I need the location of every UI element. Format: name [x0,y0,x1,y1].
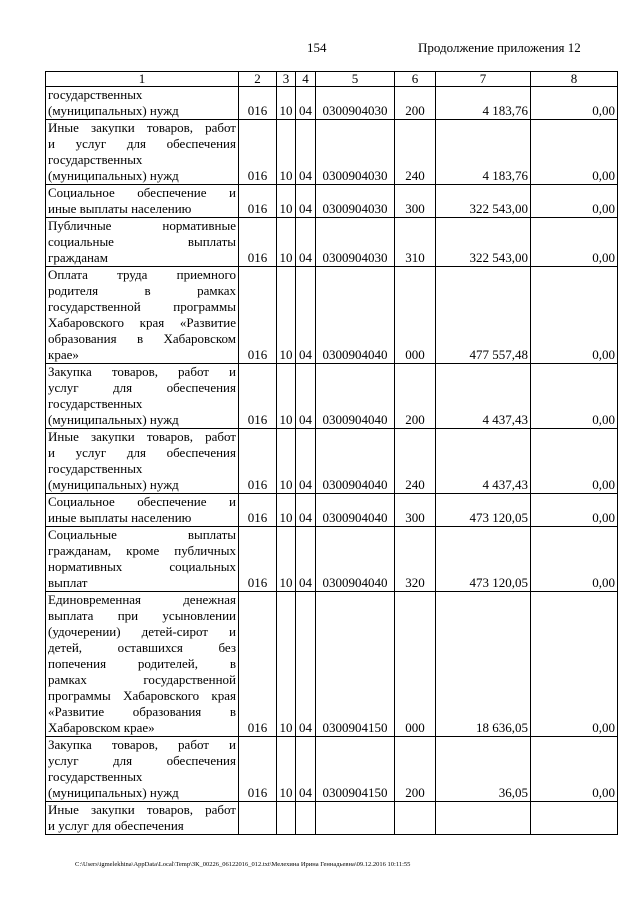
expense-type-cell: 200 [395,87,436,120]
table-row [46,87,618,120]
expense-name-line: Иные закупки товаров, работ [48,802,236,817]
expense-name-cell [46,120,239,185]
ministry-code-cell: 016 [239,737,277,802]
ministry-code-cell: 016 [239,218,277,267]
section-code-cell: 10 [277,737,296,802]
table-row [46,429,618,494]
ministry-code-cell [239,802,277,835]
expense-type-cell [395,802,436,835]
expense-name-line: Закупка товаров, работ и [48,737,236,752]
expense-name-line: Единовременная денежная [48,592,236,607]
target-article-cell: 0300904040 [316,494,395,527]
subsection-code-cell: 04 [296,592,316,737]
expense-name-line: государственной программы [48,299,236,314]
expense-name-line: государственных [48,87,143,102]
expense-name-cell [46,494,239,527]
section-code-cell: 10 [277,87,296,120]
expense-type-cell: 310 [395,218,436,267]
amount-cell: 36,05 [436,737,531,802]
table-row [46,494,618,527]
amount-federal-cell: 0,00 [531,120,618,185]
amount-federal-cell: 0,00 [531,527,618,592]
expense-name-line: гражданам [48,250,108,265]
expense-name-line: крае» [48,347,79,362]
amount-cell: 322 543,00 [436,185,531,218]
section-code-cell: 10 [277,592,296,737]
expense-name-line: детей, оставшихся без [48,640,236,655]
table-row [46,120,618,185]
section-code-cell: 10 [277,267,296,364]
expense-name-line: и услуг для обеспечения [48,136,236,151]
budget-table [45,71,618,835]
expense-name-line: и услуг для обеспечения [48,445,236,460]
section-code-cell: 10 [277,120,296,185]
expense-name-line: Закупка товаров, работ и [48,364,236,379]
amount-federal-cell: 0,00 [531,592,618,737]
page-number: 154 [307,40,327,55]
expense-name-line: государственных [48,769,143,784]
file-path-footer: C:\Users\igmelekhina\AppData\Local\Temp\ЗК_00226_06122016_012.txt\Мелехина Ирина Геннадьевна\09.12.2016 10:11:55 [75,861,411,868]
section-code-cell: 10 [277,429,296,494]
target-article-cell: 0300904150 [316,737,395,802]
amount-federal-cell: 0,00 [531,429,618,494]
target-article-cell: 0300904040 [316,527,395,592]
table-row [46,527,618,592]
expense-name-line: (удочерении) детей-сирот и [48,624,236,639]
expense-name-line: Публичные нормативные [48,218,236,233]
ministry-code-cell: 016 [239,267,277,364]
section-code-cell: 10 [277,494,296,527]
subsection-code-cell: 04 [296,120,316,185]
ministry-code-cell: 016 [239,429,277,494]
expense-type-cell: 200 [395,364,436,429]
expense-name-line: Хабаровском крае» [48,720,155,735]
expense-name-line: (муниципальных) нужд [48,412,179,427]
expense-name-line: (муниципальных) нужд [48,168,179,183]
expense-name-line: государственных [48,152,143,167]
ministry-code-cell: 016 [239,527,277,592]
expense-name-line: нормативных социальных [48,559,236,574]
subsection-code-cell: 04 [296,267,316,364]
amount-federal-cell: 0,00 [531,218,618,267]
target-article-cell [316,802,395,835]
subsection-code-cell: 04 [296,429,316,494]
target-article-cell: 0300904040 [316,267,395,364]
subsection-code-cell: 04 [296,527,316,592]
section-code-cell: 10 [277,185,296,218]
table-row [46,364,618,429]
expense-type-cell: 000 [395,592,436,737]
column-header: 4 [296,72,316,87]
table-body [46,87,618,835]
expense-name-line: и услуг для обеспечения [48,818,184,833]
column-header: 5 [316,72,395,87]
expense-name-cell [46,802,239,835]
expense-type-cell: 320 [395,527,436,592]
table-header-row [46,72,618,87]
expense-name-line: родителя в рамках [48,283,236,298]
subsection-code-cell: 04 [296,364,316,429]
expense-name-line: Социальные выплаты [48,527,236,542]
table-row [46,185,618,218]
amount-federal-cell: 0,00 [531,494,618,527]
subsection-code-cell: 04 [296,185,316,218]
amount-cell: 4 437,43 [436,364,531,429]
expense-name-line: выплата при усыновлении [48,608,236,623]
expense-name-cell [46,87,239,120]
target-article-cell: 0300904030 [316,87,395,120]
expense-name-line: рамках государственной [48,672,236,687]
expense-name-cell [46,218,239,267]
expense-name-line: государственных [48,461,143,476]
amount-federal-cell: 0,00 [531,185,618,218]
expense-name-line: (муниципальных) нужд [48,103,179,118]
amount-cell: 477 557,48 [436,267,531,364]
table-row [46,267,618,364]
amount-cell [436,802,531,835]
amount-federal-cell: 0,00 [531,737,618,802]
amount-cell: 18 636,05 [436,592,531,737]
subsection-code-cell [296,802,316,835]
expense-name-cell [46,737,239,802]
column-header: 8 [531,72,618,87]
expense-name-cell [46,429,239,494]
subsection-code-cell: 04 [296,737,316,802]
expense-name-line: иные выплаты населению [48,201,192,216]
expense-name-line: Социальное обеспечение и [48,494,236,509]
expense-name-line: (муниципальных) нужд [48,785,179,800]
subsection-code-cell: 04 [296,218,316,267]
section-code-cell: 10 [277,527,296,592]
subsection-code-cell: 04 [296,87,316,120]
ministry-code-cell: 016 [239,364,277,429]
ministry-code-cell: 016 [239,87,277,120]
expense-name-line: гражданам, кроме публичных [48,543,236,558]
expense-name-cell [46,364,239,429]
expense-type-cell: 240 [395,429,436,494]
section-code-cell: 10 [277,218,296,267]
expense-name-line: услуг для обеспечения [48,380,236,395]
expense-name-cell [46,185,239,218]
expense-name-line: Социальное обеспечение и [48,185,236,200]
table-row [46,218,618,267]
target-article-cell: 0300904040 [316,364,395,429]
column-header: 1 [46,72,239,87]
expense-name-line: попечения родителей, в [48,656,236,671]
table-row [46,592,618,737]
ministry-code-cell: 016 [239,592,277,737]
expense-name-line: «Развитие образования в [48,704,236,719]
expense-type-cell: 200 [395,737,436,802]
expense-name-line: государственных [48,396,143,411]
expense-type-cell: 000 [395,267,436,364]
expense-name-line: Иные закупки товаров, работ [48,120,236,135]
expense-type-cell: 300 [395,185,436,218]
amount-cell: 4 183,76 [436,87,531,120]
target-article-cell: 0300904040 [316,429,395,494]
column-header: 7 [436,72,531,87]
ministry-code-cell: 016 [239,185,277,218]
ministry-code-cell: 016 [239,120,277,185]
amount-federal-cell: 0,00 [531,267,618,364]
table-row [46,802,618,835]
amount-cell: 322 543,00 [436,218,531,267]
expense-name-line: Хабаровского края «Развитие [48,315,236,330]
amount-cell: 4 437,43 [436,429,531,494]
amount-federal-cell [531,802,618,835]
expense-name-line: иные выплаты населению [48,510,192,525]
expense-name-cell [46,267,239,364]
expense-name-line: (муниципальных) нужд [48,477,179,492]
amount-federal-cell: 0,00 [531,364,618,429]
subsection-code-cell: 04 [296,494,316,527]
amount-federal-cell: 0,00 [531,87,618,120]
expense-name-line: программы Хабаровского края [48,688,236,703]
column-header: 6 [395,72,436,87]
amount-cell: 473 120,05 [436,527,531,592]
expense-type-cell: 300 [395,494,436,527]
table-row [46,737,618,802]
section-code-cell [277,802,296,835]
expense-name-line: образования в Хабаровском [48,331,236,346]
amount-cell: 4 183,76 [436,120,531,185]
ministry-code-cell: 016 [239,494,277,527]
expense-name-cell [46,592,239,737]
target-article-cell: 0300904030 [316,218,395,267]
continuation-caption: Продолжение приложения 12 [418,40,581,55]
target-article-cell: 0300904150 [316,592,395,737]
column-header: 3 [277,72,296,87]
section-code-cell: 10 [277,364,296,429]
expense-name-line: выплат [48,575,88,590]
expense-name-line: социальные выплаты [48,234,236,249]
target-article-cell: 0300904030 [316,120,395,185]
expense-name-cell [46,527,239,592]
target-article-cell: 0300904030 [316,185,395,218]
column-header: 2 [239,72,277,87]
expense-type-cell: 240 [395,120,436,185]
expense-name-line: Оплата труда приемного [48,267,236,282]
expense-name-line: Иные закупки товаров, работ [48,429,236,444]
expense-name-line: услуг для обеспечения [48,753,236,768]
amount-cell: 473 120,05 [436,494,531,527]
